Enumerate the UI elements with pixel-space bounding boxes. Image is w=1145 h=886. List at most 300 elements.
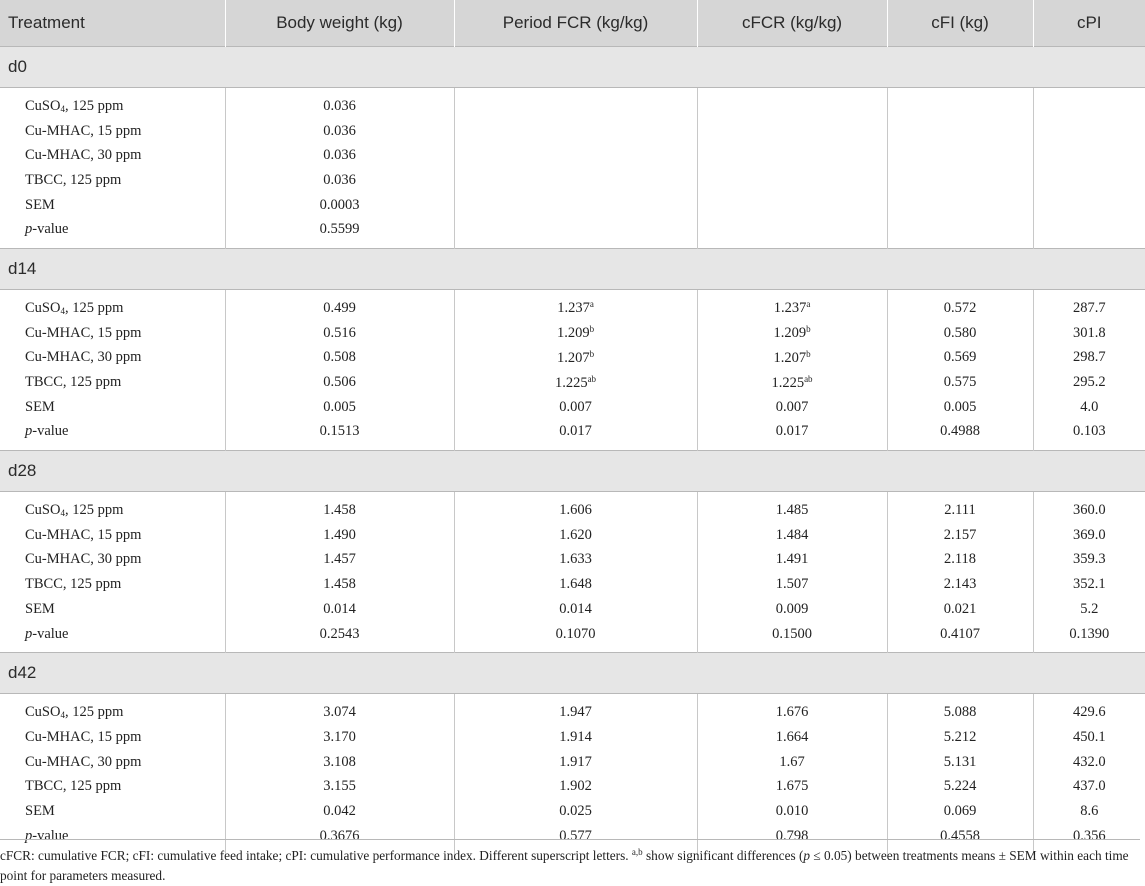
treatment-cell — [0, 168, 225, 193]
cell-value: 5.088 — [943, 704, 977, 721]
treatment-cell — [0, 119, 225, 144]
cell-value: 1.917 — [559, 753, 592, 770]
treatment-italic: p — [25, 221, 33, 238]
cell-value: 0.508 — [323, 349, 356, 366]
treatment-cell — [0, 774, 225, 799]
table-row — [0, 725, 1145, 750]
cell-value: 1.209 — [556, 325, 590, 342]
cell-value: 3.074 — [323, 704, 356, 721]
cell-value: 0.007 — [775, 398, 809, 415]
cell-value: 0.3676 — [319, 827, 360, 844]
value-cell — [887, 774, 1033, 799]
cell-value: 3.155 — [323, 778, 356, 795]
cell-value: 0.021 — [943, 600, 977, 617]
cell-value: 5.2 — [1080, 600, 1099, 617]
value-cell — [454, 420, 697, 451]
value-cell — [454, 750, 697, 775]
cell-value: 2.118 — [943, 551, 977, 568]
value-cell — [225, 370, 454, 395]
value-cell — [697, 725, 887, 750]
value-cell — [697, 548, 887, 573]
cell-value: 0.009 — [775, 600, 809, 617]
table-row — [0, 523, 1145, 548]
cell-value: 0.1500 — [772, 625, 812, 642]
value-cell — [1033, 725, 1145, 750]
value-cell — [1033, 750, 1145, 775]
column-header-cpi: cPI — [1033, 0, 1145, 47]
cell-value: 0.014 — [559, 600, 592, 617]
value-cell — [1033, 420, 1145, 451]
treatment-text-rest: , 125 ppm — [64, 299, 124, 316]
cell-value: 1.237 — [557, 300, 590, 317]
table-row — [0, 395, 1145, 420]
value-cell — [887, 725, 1033, 750]
value-cell — [1033, 774, 1145, 799]
value-cell — [887, 420, 1033, 451]
cell-value: 0.577 — [559, 827, 592, 844]
cell-value: 1.664 — [775, 728, 809, 745]
table-row — [0, 492, 1145, 523]
value-cell — [225, 217, 454, 248]
treatment-italic: p — [25, 423, 33, 440]
table-row — [0, 88, 1145, 119]
cell-value: 298.7 — [1072, 349, 1106, 366]
value-cell — [887, 143, 1033, 168]
table-row — [0, 572, 1145, 597]
value-cell — [454, 168, 697, 193]
treatment-text: Cu-MHAC, 15 ppm — [25, 122, 142, 139]
value-cell — [225, 88, 454, 119]
cell-value: 0.1070 — [555, 625, 596, 642]
value-cell — [454, 119, 697, 144]
cell-value: 0.499 — [323, 299, 356, 316]
value-cell — [697, 193, 887, 218]
value-cell — [225, 523, 454, 548]
cell-value: 0.005 — [943, 398, 977, 415]
cell-value: 0.1513 — [319, 423, 360, 440]
treatment-text: -value — [32, 827, 69, 844]
cell-value: 1.902 — [559, 778, 592, 795]
value-cell — [697, 88, 887, 119]
value-cell — [697, 572, 887, 597]
value-cell — [1033, 88, 1145, 119]
value-cell — [454, 395, 697, 420]
value-cell — [454, 346, 697, 371]
treatment-text: Cu-MHAC, 30 ppm — [25, 349, 142, 366]
cell-value: 1.485 — [775, 502, 809, 519]
treatment-cell — [0, 290, 225, 321]
value-cell — [697, 168, 887, 193]
cell-value: 1.914 — [559, 728, 592, 745]
significance-superscript: b — [589, 348, 595, 359]
cell-value: 0.005 — [323, 398, 356, 415]
value-cell — [1033, 370, 1145, 395]
cell-value: 0.5599 — [319, 221, 360, 238]
value-cell — [454, 217, 697, 248]
value-cell — [697, 492, 887, 523]
value-cell — [697, 750, 887, 775]
value-cell — [697, 346, 887, 371]
treatment-cell — [0, 370, 225, 395]
time-point-label: d42 — [0, 653, 1145, 694]
table-row — [0, 370, 1145, 395]
table-header-row — [0, 0, 1145, 47]
value-cell — [887, 799, 1033, 824]
treatment-cell — [0, 597, 225, 622]
value-cell — [697, 523, 887, 548]
value-cell — [697, 774, 887, 799]
treatment-text: SEM — [25, 600, 55, 617]
table-row — [0, 420, 1145, 451]
cell-value: 5.224 — [943, 778, 977, 795]
cell-value: 8.6 — [1080, 802, 1099, 819]
treatment-text: CuSO — [25, 299, 61, 316]
treatment-text: SEM — [25, 398, 55, 415]
cell-value: 5.131 — [943, 753, 977, 770]
cell-value: 1.947 — [559, 704, 592, 721]
cell-value: 0.2543 — [319, 625, 360, 642]
value-cell — [887, 193, 1033, 218]
value-cell — [225, 321, 454, 346]
significance-superscript: ab — [587, 373, 597, 384]
cell-value: 1.676 — [775, 704, 809, 721]
value-cell — [887, 750, 1033, 775]
value-cell — [887, 572, 1033, 597]
value-cell — [454, 694, 697, 725]
table-row — [0, 168, 1145, 193]
time-point-row — [0, 47, 1145, 88]
value-cell — [225, 774, 454, 799]
cell-value: 0.4988 — [940, 423, 980, 440]
cell-value: 0.103 — [1072, 423, 1106, 440]
treatment-text: -value — [32, 221, 69, 238]
treatment-italic: p — [25, 625, 33, 642]
value-cell — [454, 597, 697, 622]
treatment-text: SEM — [25, 196, 55, 213]
treatment-text: TBCC, 125 ppm — [25, 374, 122, 391]
value-cell — [1033, 290, 1145, 321]
treatment-text: TBCC, 125 ppm — [25, 778, 122, 795]
cell-value: 0.506 — [323, 374, 356, 391]
table-row — [0, 774, 1145, 799]
treatment-cell — [0, 143, 225, 168]
value-cell — [1033, 143, 1145, 168]
value-cell — [887, 523, 1033, 548]
footnote-p-italic: p — [803, 848, 811, 863]
cell-value: 0.014 — [323, 600, 356, 617]
cell-value: 0.007 — [559, 398, 592, 415]
value-cell — [1033, 217, 1145, 248]
cell-value: 1.675 — [775, 778, 809, 795]
value-cell — [887, 217, 1033, 248]
cell-value: 0.010 — [775, 802, 809, 819]
value-cell — [225, 420, 454, 451]
value-cell — [1033, 168, 1145, 193]
footnote-text-1: cFCR: cumulative FCR; cFI: cumulative feed intake; cPI: cumulative performance index. Different superscript letters. — [0, 848, 632, 863]
cell-value: 437.0 — [1072, 778, 1106, 795]
value-cell — [225, 799, 454, 824]
table-row — [0, 750, 1145, 775]
treatment-cell — [0, 420, 225, 451]
table-row — [0, 548, 1145, 573]
cell-value: 1.225 — [554, 374, 588, 391]
cell-value: 359.3 — [1072, 551, 1106, 568]
significance-superscript: b — [589, 324, 595, 335]
cell-value: 1.457 — [323, 551, 356, 568]
treatment-text: Cu-MHAC, 30 ppm — [25, 551, 142, 568]
table-row — [0, 346, 1145, 371]
treatment-text: TBCC, 125 ppm — [25, 171, 122, 188]
value-cell — [1033, 193, 1145, 218]
treatment-subscript: 4 — [60, 710, 65, 721]
cell-value: 1.67 — [779, 753, 805, 770]
cell-value: 352.1 — [1072, 576, 1106, 593]
cell-value: 1.207 — [773, 349, 807, 366]
treatment-text: CuSO — [25, 704, 61, 721]
treatment-cell — [0, 492, 225, 523]
table-body — [0, 47, 1145, 855]
cell-value: 0.0003 — [319, 196, 360, 213]
cell-value: 0.036 — [323, 147, 356, 164]
table-row — [0, 143, 1145, 168]
treatment-text: Cu-MHAC, 15 ppm — [25, 526, 142, 543]
value-cell — [887, 168, 1033, 193]
cell-value: 1.209 — [773, 325, 807, 342]
treatment-text: CuSO — [25, 502, 61, 519]
value-cell — [1033, 346, 1145, 371]
cell-value: 0.042 — [323, 802, 356, 819]
cell-value: 429.6 — [1072, 704, 1106, 721]
table-row — [0, 799, 1145, 824]
treatment-cell — [0, 622, 225, 653]
footnote-superscript: a,b — [631, 847, 643, 857]
value-cell — [225, 119, 454, 144]
table-row — [0, 290, 1145, 321]
cell-value: 287.7 — [1072, 299, 1106, 316]
treatment-subscript: 4 — [60, 103, 65, 114]
cell-value: 0.572 — [943, 299, 977, 316]
cell-value: 1.207 — [556, 349, 590, 366]
value-cell — [225, 193, 454, 218]
treatment-text: Cu-MHAC, 15 ppm — [25, 728, 142, 745]
value-cell — [1033, 523, 1145, 548]
table-row — [0, 321, 1145, 346]
value-cell — [887, 290, 1033, 321]
treatment-cell — [0, 694, 225, 725]
cell-value: 0.025 — [559, 802, 592, 819]
cell-value: 0.575 — [943, 374, 977, 391]
value-cell — [887, 119, 1033, 144]
cell-value: 1.490 — [323, 526, 356, 543]
cell-value: 3.170 — [323, 728, 356, 745]
treatment-text: Cu-MHAC, 30 ppm — [25, 753, 142, 770]
value-cell — [697, 321, 887, 346]
cell-value: 369.0 — [1072, 526, 1106, 543]
value-cell — [697, 694, 887, 725]
value-cell — [454, 370, 697, 395]
treatment-cell — [0, 346, 225, 371]
value-cell — [225, 694, 454, 725]
treatment-text-rest: , 125 ppm — [64, 704, 124, 721]
cell-value: 0.036 — [323, 97, 356, 114]
cell-value: 0.036 — [323, 122, 356, 139]
treatment-text: Cu-MHAC, 15 ppm — [25, 324, 142, 341]
treatment-cell — [0, 395, 225, 420]
cell-value: 0.516 — [323, 324, 356, 341]
value-cell — [887, 622, 1033, 653]
treatment-text: CuSO — [25, 97, 61, 114]
cell-value: 2.143 — [943, 576, 977, 593]
treatment-cell — [0, 321, 225, 346]
cell-value: 301.8 — [1072, 324, 1106, 341]
value-cell — [887, 492, 1033, 523]
value-cell — [697, 799, 887, 824]
value-cell — [454, 321, 697, 346]
value-cell — [454, 725, 697, 750]
column-header-cfcr: cFCR (kg/kg) — [697, 0, 887, 47]
cell-value: 1.648 — [559, 576, 592, 593]
cell-value: 0.017 — [559, 423, 592, 440]
treatment-cell — [0, 523, 225, 548]
time-point-row — [0, 451, 1145, 492]
value-cell — [697, 420, 887, 451]
cell-value: 450.1 — [1072, 728, 1106, 745]
treatment-text: -value — [32, 423, 69, 440]
cell-value: 1.484 — [775, 526, 809, 543]
value-cell — [454, 290, 697, 321]
value-cell — [454, 799, 697, 824]
value-cell — [225, 548, 454, 573]
value-cell — [697, 143, 887, 168]
value-cell — [225, 572, 454, 597]
value-cell — [454, 774, 697, 799]
cell-value: 0.798 — [775, 827, 809, 844]
value-cell — [1033, 622, 1145, 653]
significance-superscript: a — [806, 299, 811, 310]
value-cell — [1033, 572, 1145, 597]
value-cell — [225, 168, 454, 193]
treatment-cell — [0, 193, 225, 218]
value-cell — [454, 548, 697, 573]
value-cell — [697, 370, 887, 395]
table-row — [0, 694, 1145, 725]
treatment-cell — [0, 217, 225, 248]
value-cell — [225, 395, 454, 420]
significance-superscript: b — [806, 348, 811, 359]
cell-value: 0.4558 — [940, 827, 980, 844]
value-cell — [697, 597, 887, 622]
value-cell — [454, 523, 697, 548]
value-cell — [1033, 395, 1145, 420]
cell-value: 0.356 — [1072, 827, 1106, 844]
treatment-cell — [0, 725, 225, 750]
treatment-subscript: 4 — [60, 508, 65, 519]
cell-value: 2.157 — [943, 526, 977, 543]
value-cell — [225, 290, 454, 321]
cell-value: 0.1390 — [1069, 625, 1110, 642]
treatment-text: Cu-MHAC, 30 ppm — [25, 147, 142, 164]
treatment-cell — [0, 548, 225, 573]
value-cell — [454, 622, 697, 653]
treatment-italic: p — [25, 827, 33, 844]
value-cell — [454, 88, 697, 119]
cell-value: 0.569 — [943, 349, 977, 366]
column-header-cfi: cFI (kg) — [887, 0, 1033, 47]
treatment-cell — [0, 750, 225, 775]
cell-value: 1.491 — [775, 551, 809, 568]
treatment-cell — [0, 88, 225, 119]
value-cell — [697, 290, 887, 321]
footnote-text-2: show significant differences ( — [642, 848, 804, 863]
cell-value: 2.111 — [944, 502, 976, 519]
cell-value: 432.0 — [1072, 753, 1106, 770]
cell-value: 0.069 — [943, 802, 977, 819]
time-point-row — [0, 249, 1145, 290]
cell-value: 1.225 — [771, 374, 805, 391]
value-cell — [454, 572, 697, 597]
cell-value: 0.036 — [323, 171, 356, 188]
value-cell — [1033, 492, 1145, 523]
cell-value: 360.0 — [1072, 502, 1106, 519]
cell-value: 0.4107 — [940, 625, 980, 642]
cell-value: 1.507 — [775, 576, 809, 593]
value-cell — [887, 346, 1033, 371]
cell-value: 1.633 — [559, 551, 592, 568]
table-row — [0, 193, 1145, 218]
treatment-text-rest: , 125 ppm — [64, 97, 124, 114]
value-cell — [225, 346, 454, 371]
column-header-treatment: Treatment — [0, 0, 225, 47]
value-cell — [887, 88, 1033, 119]
value-cell — [1033, 119, 1145, 144]
significance-superscript: b — [806, 324, 811, 335]
cell-value: 3.108 — [323, 753, 356, 770]
treatment-subscript: 4 — [60, 305, 65, 316]
time-point-label: d28 — [0, 451, 1145, 492]
value-cell — [1033, 597, 1145, 622]
treatment-cell — [0, 799, 225, 824]
value-cell — [697, 217, 887, 248]
value-cell — [697, 119, 887, 144]
cell-value: 1.458 — [323, 576, 356, 593]
value-cell — [454, 193, 697, 218]
value-cell — [225, 597, 454, 622]
time-point-label: d14 — [0, 249, 1145, 290]
value-cell — [454, 492, 697, 523]
column-header-body-weight: Body weight (kg) — [225, 0, 454, 47]
table-row — [0, 597, 1145, 622]
time-point-row — [0, 653, 1145, 694]
value-cell — [225, 750, 454, 775]
column-header-period-fcr: Period FCR (kg/kg) — [454, 0, 697, 47]
cell-value: 5.212 — [943, 728, 977, 745]
cell-value: 1.458 — [323, 502, 356, 519]
value-cell — [887, 597, 1033, 622]
value-cell — [887, 321, 1033, 346]
significance-superscript: ab — [804, 373, 813, 384]
treatment-text: -value — [32, 625, 69, 642]
value-cell — [1033, 799, 1145, 824]
value-cell — [887, 694, 1033, 725]
value-cell — [887, 370, 1033, 395]
cell-value: 0.017 — [775, 423, 809, 440]
cell-value: 4.0 — [1080, 398, 1099, 415]
value-cell — [697, 622, 887, 653]
value-cell — [454, 143, 697, 168]
value-cell — [1033, 548, 1145, 573]
value-cell — [697, 395, 887, 420]
value-cell — [225, 492, 454, 523]
